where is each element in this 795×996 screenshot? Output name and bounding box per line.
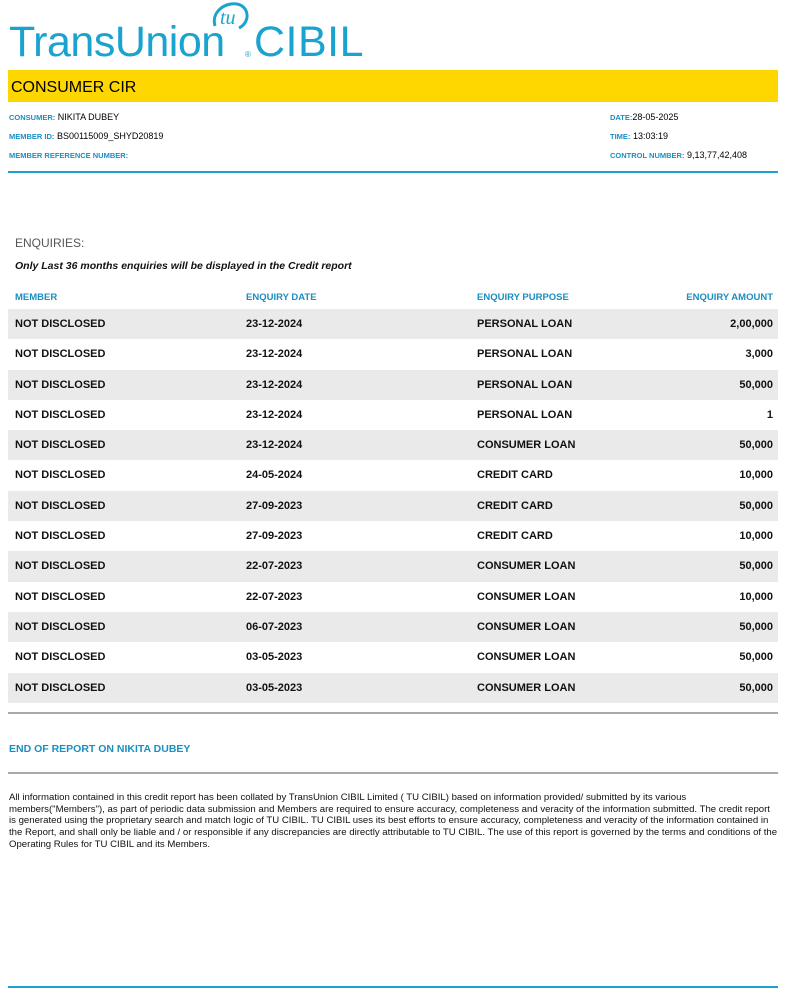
report-info — [610, 108, 747, 165]
cell-member: NOT DISCLOSED — [15, 348, 106, 361]
cell-member: NOT DISCLOSED — [15, 651, 106, 664]
cell-enquiry-amount: 50,000 — [739, 439, 773, 452]
cell-enquiry-purpose: CREDIT CARD — [477, 499, 553, 512]
cell-member: NOT DISCLOSED — [15, 499, 106, 512]
disclaimer: All information contained in this credit report has been collated by TransUnion CIBIL Limited ( TU CIBIL) based on information provided/ submitted by its various members("Members"), as part of periodic data submission and Members are required to ensure accuracy, completeness and veracity of the information submitted. The credit report is generated using the proprietary search and match logic of TU CIBIL. TU CIBIL uses its best efforts to ensure accuracy, completeness and veracity of the information contained in the Report, and shall only be liable and / or responsible if any discrepancies are directly attributable to TU CIBIL. The use of this report is governed by the terms and conditions of the Operating Rules for TU CIBIL and its Members. — [9, 792, 778, 850]
tu-mark: tu — [220, 7, 236, 29]
cell-enquiry-amount: 50,000 — [739, 560, 773, 573]
cell-enquiry-date: 22-07-2023 — [246, 560, 303, 573]
cell-enquiry-purpose: CONSUMER LOAN — [477, 560, 576, 573]
enquiries-title: ENQUIRIES: — [15, 236, 85, 250]
divider — [8, 712, 778, 714]
enquiries-note: Only Last 36 months enquiries will be displayed in the Credit report — [15, 260, 352, 272]
cell-enquiry-amount: 3,000 — [745, 348, 773, 361]
cell-member: NOT DISCLOSED — [15, 439, 106, 452]
cell-enquiry-amount: 50,000 — [739, 620, 773, 633]
header-enquiry-date: ENQUIRY DATE — [246, 292, 317, 303]
cell-enquiry-purpose: CONSUMER LOAN — [477, 620, 576, 633]
footer-divider — [8, 986, 778, 988]
control-value: 9,13,77,42,408 — [686, 150, 748, 160]
cell-enquiry-purpose: CONSUMER LOAN — [477, 439, 576, 452]
cell-enquiry-purpose: CONSUMER LOAN — [477, 681, 576, 694]
table-row — [8, 430, 778, 460]
date-value: 28-05-2025 — [632, 112, 679, 122]
cell-enquiry-purpose: PERSONAL LOAN — [477, 318, 573, 330]
cell-enquiry-amount: 50,000 — [739, 681, 773, 694]
cell-member: NOT DISCLOSED — [15, 681, 106, 694]
header-enquiry-purpose: ENQUIRY PURPOSE — [477, 292, 569, 303]
cell-member: NOT DISCLOSED — [15, 620, 106, 633]
table-row — [8, 612, 778, 642]
cell-enquiry-purpose: PERSONAL LOAN — [477, 408, 573, 421]
registered-mark: ® — [245, 50, 251, 59]
table-row — [8, 642, 778, 672]
divider — [8, 171, 778, 173]
cell-enquiry-date: 23-12-2024 — [246, 348, 303, 361]
header-member: MEMBER — [15, 292, 58, 303]
table-row — [8, 521, 778, 551]
cell-enquiry-amount: 50,000 — [739, 651, 773, 664]
cell-enquiry-amount: 1 — [766, 408, 773, 421]
cell-enquiry-date: 27-09-2023 — [246, 530, 303, 543]
cell-member: NOT DISCLOSED — [15, 408, 106, 421]
member-id-row: MEMBER ID: BS00115009_SHYD20819 — [9, 131, 164, 141]
table-row — [8, 491, 778, 521]
control-row: CONTROL NUMBER: 9,13,77,42,408 — [610, 150, 748, 160]
cell-enquiry-date: 03-05-2023 — [246, 651, 303, 664]
cell-enquiry-date: 22-07-2023 — [246, 590, 303, 603]
cell-enquiry-purpose: CREDIT CARD — [477, 530, 553, 543]
header-enquiry-amount: ENQUIRY AMOUNT — [686, 292, 773, 303]
cell-member: NOT DISCLOSED — [15, 378, 106, 391]
cell-member: NOT DISCLOSED — [15, 318, 106, 330]
table-row — [8, 400, 778, 430]
table-row — [8, 309, 778, 339]
cell-enquiry-amount: 10,000 — [739, 469, 773, 482]
cell-enquiry-date: 23-12-2024 — [246, 378, 303, 391]
table-row — [8, 339, 778, 369]
time-row: TIME: 13:03:19 — [610, 131, 668, 141]
cell-enquiry-amount: 50,000 — [739, 378, 773, 391]
cell-enquiry-date: 06-07-2023 — [246, 620, 303, 633]
cell-enquiry-amount: 10,000 — [739, 590, 773, 603]
report-banner — [8, 70, 778, 102]
cell-enquiry-purpose: CONSUMER LOAN — [477, 651, 576, 664]
consumer-name: NIKITA DUBEY — [57, 112, 120, 122]
cell-member: NOT DISCLOSED — [15, 590, 106, 603]
table-row — [8, 460, 778, 490]
table-row — [8, 673, 778, 703]
cell-enquiry-amount: 50,000 — [739, 499, 773, 512]
table-row — [8, 582, 778, 612]
cell-enquiry-date: 24-05-2024 — [246, 469, 303, 482]
logo-transunion: TransUnion — [9, 18, 225, 66]
enquiries-table — [8, 309, 778, 703]
cell-enquiry-purpose: CONSUMER LOAN — [477, 590, 576, 603]
member-ref-row: MEMBER REFERENCE NUMBER: — [9, 151, 129, 160]
cell-enquiry-date: 23-12-2024 — [246, 439, 303, 452]
report-title: CONSUMER CIR — [11, 79, 137, 96]
cell-member: NOT DISCLOSED — [15, 560, 106, 573]
consumer-info — [9, 108, 163, 165]
tu-circle-icon — [207, 0, 253, 40]
logo-cibil: CIBIL — [254, 18, 365, 66]
cell-enquiry-date: 23-12-2024 — [246, 408, 303, 421]
end-of-report: END OF REPORT ON NIKITA DUBEY — [9, 743, 191, 755]
cell-enquiry-purpose: PERSONAL LOAN — [477, 348, 573, 361]
cell-enquiry-purpose: CREDIT CARD — [477, 469, 553, 482]
table-row — [8, 370, 778, 400]
cell-member: NOT DISCLOSED — [15, 469, 106, 482]
consumer-row: CONSUMER: NIKITA DUBEY — [9, 112, 120, 122]
transunion-cibil-logo — [9, 0, 369, 64]
table-row — [8, 551, 778, 581]
cell-enquiry-amount: 10,000 — [739, 530, 773, 543]
member-id-value: BS00115009_SHYD20819 — [56, 131, 164, 141]
divider — [8, 772, 778, 774]
enquiries-table-header — [8, 292, 778, 306]
date-row: DATE:28-05-2025 — [610, 112, 679, 122]
cell-enquiry-amount: 2,00,000 — [730, 318, 773, 330]
cell-member: NOT DISCLOSED — [15, 530, 106, 543]
cell-enquiry-date: 23-12-2024 — [246, 318, 303, 330]
cell-enquiry-date: 27-09-2023 — [246, 499, 303, 512]
cell-enquiry-purpose: PERSONAL LOAN — [477, 378, 573, 391]
cell-enquiry-date: 03-05-2023 — [246, 681, 303, 694]
time-value: 13:03:19 — [632, 131, 668, 141]
